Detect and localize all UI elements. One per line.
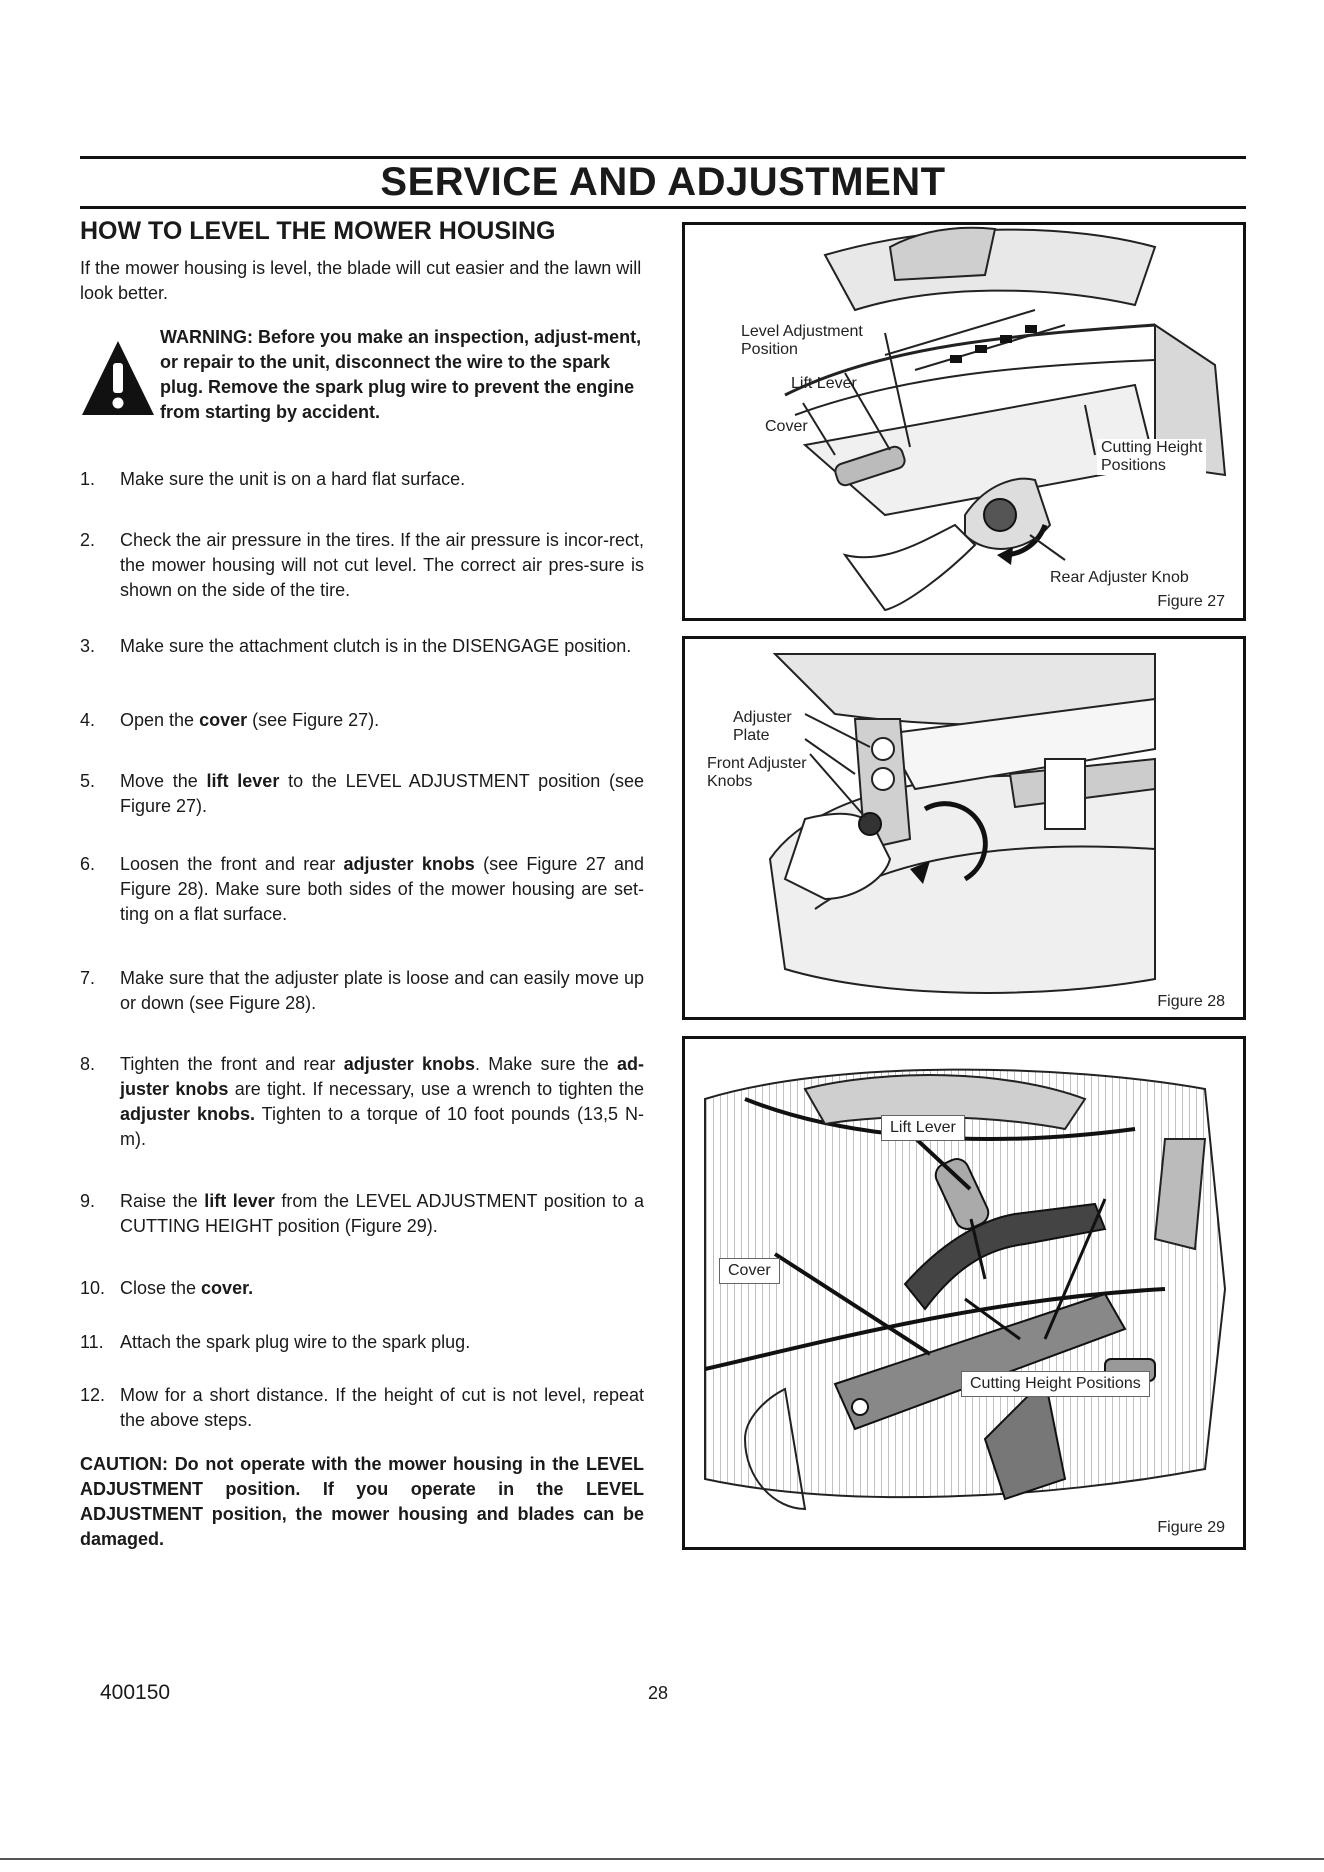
step-number: 4. bbox=[80, 710, 96, 730]
step-number: 1. bbox=[80, 469, 96, 489]
label-cover: Cover bbox=[765, 418, 808, 435]
step-text: Raise the lift lever from the LEVEL ADJUSTMENT position to a CUTTING HEIGHT position (Figure 29). bbox=[120, 1191, 644, 1236]
step-text: Open the cover (see Figure 27). bbox=[120, 710, 380, 730]
step-text: Close the cover. bbox=[120, 1278, 254, 1298]
page-number: 28 bbox=[648, 1683, 669, 1703]
figure-27 bbox=[682, 222, 1246, 621]
figure-28 bbox=[682, 636, 1246, 1020]
warning-triangle-icon bbox=[80, 339, 156, 419]
step-number: 12. bbox=[80, 1385, 106, 1405]
step-text: Make sure that the adjuster plate is loose and can easily move up or down (see Figure 28). bbox=[120, 968, 644, 1013]
label-front-adjuster-knobs: Front Adjuster Knobs bbox=[707, 755, 807, 790]
label-level-adjustment: Level Adjustment Position bbox=[741, 323, 863, 358]
step-text: Loosen the front and rear adjuster knobs (see Figure 27 and Figure 28). Make sure both sides of the mower housing are set-ting on a flat surface. bbox=[120, 854, 645, 924]
bottom-rule bbox=[0, 1858, 1324, 1860]
label-cover: Cover bbox=[719, 1258, 780, 1284]
figure-caption: Figure 29 bbox=[1157, 1519, 1225, 1536]
label-lift-lever: Lift Lever bbox=[791, 375, 857, 392]
caution-text: CAUTION: Do not operate with the mower housing in the LEVEL ADJUSTMENT position. If you operate in the LEVEL ADJUSTMENT position, the mower housing and blades can be damaged. bbox=[80, 1454, 644, 1549]
step-number: 11. bbox=[80, 1332, 104, 1352]
page-title: SERVICE AND ADJUSTMENT bbox=[380, 160, 946, 204]
step-text: Make sure the unit is on a hard flat surface. bbox=[120, 469, 466, 489]
document-number: 400150 bbox=[100, 1681, 171, 1704]
step-number: 3. bbox=[80, 636, 96, 656]
step-text: Tighten the front and rear adjuster knobs. Make sure the ad-juster knobs are tight. If necessary, use a wrench to tighten the adjuster knobs. Tighten to a torque of 10 foot pounds (13,5 N-m). bbox=[120, 1054, 645, 1149]
warning-text: WARNING: Before you make an inspection, adjust-ment, or repair to the unit, disconnect the wire to the spark plug. Remove the spark plug wire to prevent the engine from starting by accident. bbox=[160, 327, 642, 422]
step-number: 8. bbox=[80, 1054, 96, 1074]
step-text: Attach the spark plug wire to the spark plug. bbox=[120, 1332, 471, 1352]
figure-caption: Figure 27 bbox=[1157, 593, 1225, 610]
figure-29 bbox=[682, 1036, 1246, 1550]
step-number: 7. bbox=[80, 968, 96, 988]
label-cutting-height-positions: Cutting Height Positions bbox=[961, 1371, 1150, 1397]
step-text: Check the air pressure in the tires. If the air pressure is incor-rect, the mower housing will not cut level. The correct air pres-sure is shown on the side of the tire. bbox=[120, 530, 644, 600]
step-text: Move the lift lever to the LEVEL ADJUSTMENT position (see Figure 27). bbox=[120, 771, 644, 816]
title-underline bbox=[80, 206, 1246, 209]
step-number: 5. bbox=[80, 771, 96, 791]
intro-paragraph: If the mower housing is level, the blade will cut easier and the lawn will look better. bbox=[80, 258, 642, 303]
label-rear-adjuster-knob: Rear Adjuster Knob bbox=[1050, 569, 1189, 586]
step-number: 9. bbox=[80, 1191, 96, 1211]
step-number: 6. bbox=[80, 854, 96, 874]
section-heading: HOW TO LEVEL THE MOWER HOUSING bbox=[80, 217, 556, 245]
step-text: Mow for a short distance. If the height of cut is not level, repeat the above steps. bbox=[120, 1385, 644, 1430]
step-text: Make sure the attachment clutch is in the DISENGAGE position. bbox=[120, 636, 632, 656]
adjuster-plate-illustration bbox=[685, 639, 1243, 1017]
label-cutting-height: Cutting Height Positions bbox=[1097, 439, 1206, 475]
figure-caption: Figure 28 bbox=[1157, 993, 1225, 1010]
label-lift-lever: Lift Lever bbox=[881, 1115, 965, 1141]
step-number: 10. bbox=[80, 1278, 106, 1298]
step-number: 2. bbox=[80, 530, 96, 550]
label-adjuster-plate: Adjuster Plate bbox=[733, 709, 792, 744]
